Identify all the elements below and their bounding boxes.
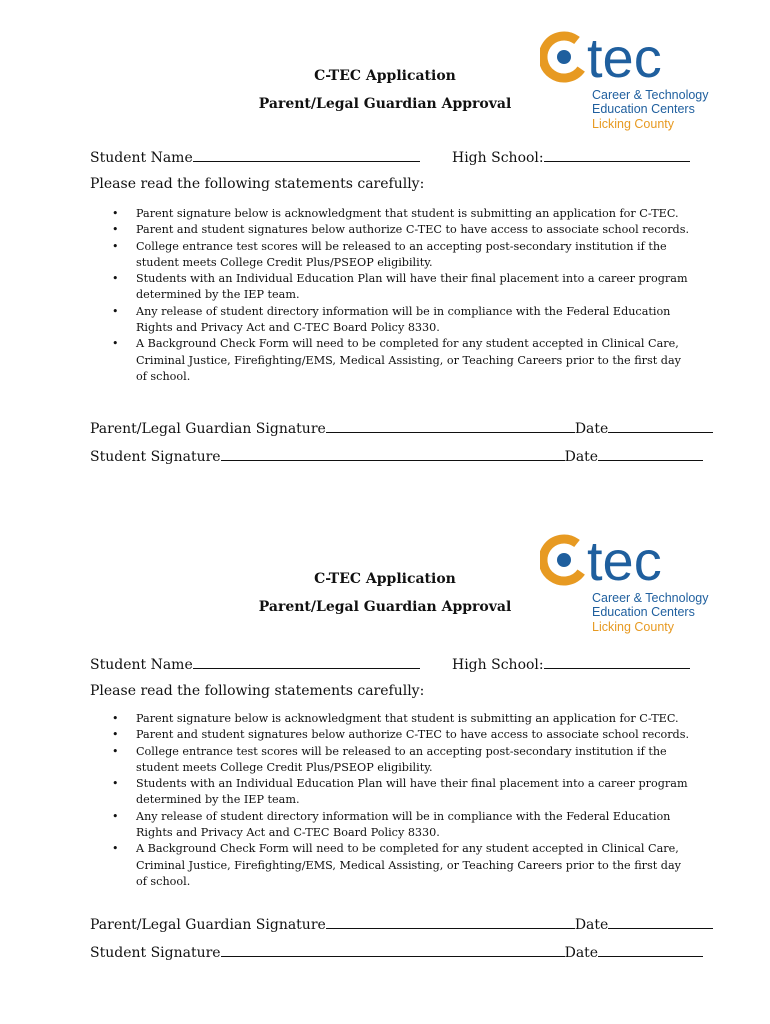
student-signature-label: Student Signature (90, 945, 221, 961)
parent-signature-blank[interactable] (326, 419, 575, 433)
statement-item: • A Background Check Form will need to be completed for any student accepted in Clinical Care, Criminal Justice, Firefighting/EMS, Medical Assisting, or Teaching Careers prior to the first day of school. (112, 337, 681, 383)
student-name-field (90, 655, 420, 673)
bullet: • (112, 777, 119, 791)
form-subtitle: Parent/Legal Guardian Approval (258, 96, 512, 112)
student-name-blank[interactable] (193, 655, 420, 669)
parent-signature-label: Parent/Legal Guardian Signature (90, 917, 326, 933)
logo-line-career-technology: Career & Technology (592, 591, 709, 605)
date-label: Date (574, 917, 609, 933)
ctec-logo-mark (540, 26, 710, 88)
statement-item: • Students with an Individual Education Plan will have their final placement into a career program determined by the IEP team. (112, 272, 688, 302)
statement-item: • Parent signature below is acknowledgment that student is submitting an application for C-TEC. (90, 711, 690, 727)
bullet: • (112, 223, 119, 237)
instructions-text: Please read the following statements carefully: (90, 176, 425, 192)
bullet: • (112, 207, 119, 220)
parent-signature-blank[interactable] (326, 915, 575, 929)
statement-item: • College entrance test scores will be released to an accepting post-secondary institution if the student meets College Credit Plus/PSEOP eligibility. (112, 239, 667, 269)
student-signature-field (90, 447, 703, 465)
student-date-blank[interactable] (598, 943, 703, 957)
statement-list (90, 206, 690, 385)
high-school-blank[interactable] (544, 148, 690, 162)
parent-signature-field (90, 419, 713, 437)
form-title: C-TEC Application (314, 571, 456, 587)
statement-item: • Any release of student directory information will be in compliance with the Federal Education Rights and Privacy Act and C-TEC Board Policy 8330. (112, 304, 671, 335)
logo-wordmark: tec (587, 26, 662, 88)
high-school-label: High School: (452, 150, 544, 166)
logo-line-licking-county: Licking County (592, 620, 674, 634)
bullet: • (112, 842, 119, 856)
statement-item: • Parent and student signatures below authorize C-TEC to have access to associate school records. (90, 727, 690, 743)
student-name-label: Student Name (90, 657, 193, 673)
high-school-blank[interactable] (544, 655, 690, 669)
logo-line-licking-county: Licking County (592, 117, 674, 131)
student-signature-blank[interactable] (221, 943, 565, 957)
ctec-logo-mark (540, 529, 710, 591)
statement-item: • College entrance test scores will be released to an accepting post-secondary institution if the student meets College Credit Plus/PSEOP eligibility. (112, 744, 667, 774)
parent-date-blank[interactable] (608, 915, 713, 929)
student-name-label: Student Name (90, 150, 193, 166)
date-label: Date (564, 449, 599, 465)
statement-item: • A Background Check Form will need to be completed for any student accepted in Clinical Care, Criminal Justice, Firefighting/EMS, Medical Assisting, or Teaching Careers prior to the first day of school. (112, 842, 681, 888)
logo-line-career-technology: Career & Technology (592, 88, 709, 102)
statement-item: • Parent and student signatures below authorize C-TEC to have access to associate school records. (90, 222, 690, 238)
logo-wordmark: tec (587, 529, 662, 591)
student-signature-label: Student Signature (90, 449, 221, 465)
statement-item: • Any release of student directory information will be in compliance with the Federal Education Rights and Privacy Act and C-TEC Board Policy 8330. (112, 809, 671, 840)
parent-signature-field (90, 915, 713, 933)
bullet: • (112, 337, 119, 351)
student-date-blank[interactable] (598, 447, 703, 461)
student-signature-blank[interactable] (221, 447, 565, 461)
high-school-label: High School: (452, 657, 544, 673)
instructions-text: Please read the following statements carefully: (90, 683, 425, 699)
parent-signature-label: Parent/Legal Guardian Signature (90, 421, 326, 437)
parent-date-blank[interactable] (608, 419, 713, 433)
student-name-blank[interactable] (193, 148, 420, 162)
date-label: Date (564, 945, 599, 961)
bullet: • (112, 712, 119, 725)
logo-line-education-centers: Education Centers (592, 102, 695, 116)
statement-list (90, 711, 690, 890)
date-label: Date (574, 421, 609, 437)
form-subtitle: Parent/Legal Guardian Approval (258, 599, 512, 615)
bullet: • (112, 728, 119, 742)
bullet: • (112, 809, 119, 823)
logo-line-education-centers: Education Centers (592, 605, 695, 619)
bullet: • (112, 272, 119, 286)
high-school-field (452, 148, 690, 166)
application-form-top (0, 0, 770, 505)
ctec-logo (540, 26, 710, 136)
statement-item: • Students with an Individual Education Plan will have their final placement into a career program determined by the IEP team. (112, 777, 688, 807)
bullet: • (112, 239, 119, 253)
bullet: • (112, 744, 119, 758)
statement-item: • Parent signature below is acknowledgment that student is submitting an application for C-TEC. (90, 206, 690, 222)
form-title: C-TEC Application (314, 68, 456, 84)
ctec-logo (540, 529, 710, 639)
high-school-field (452, 655, 690, 673)
student-signature-field (90, 943, 703, 961)
bullet: • (112, 304, 119, 318)
student-name-field (90, 148, 420, 166)
application-form-bottom (0, 505, 770, 1010)
